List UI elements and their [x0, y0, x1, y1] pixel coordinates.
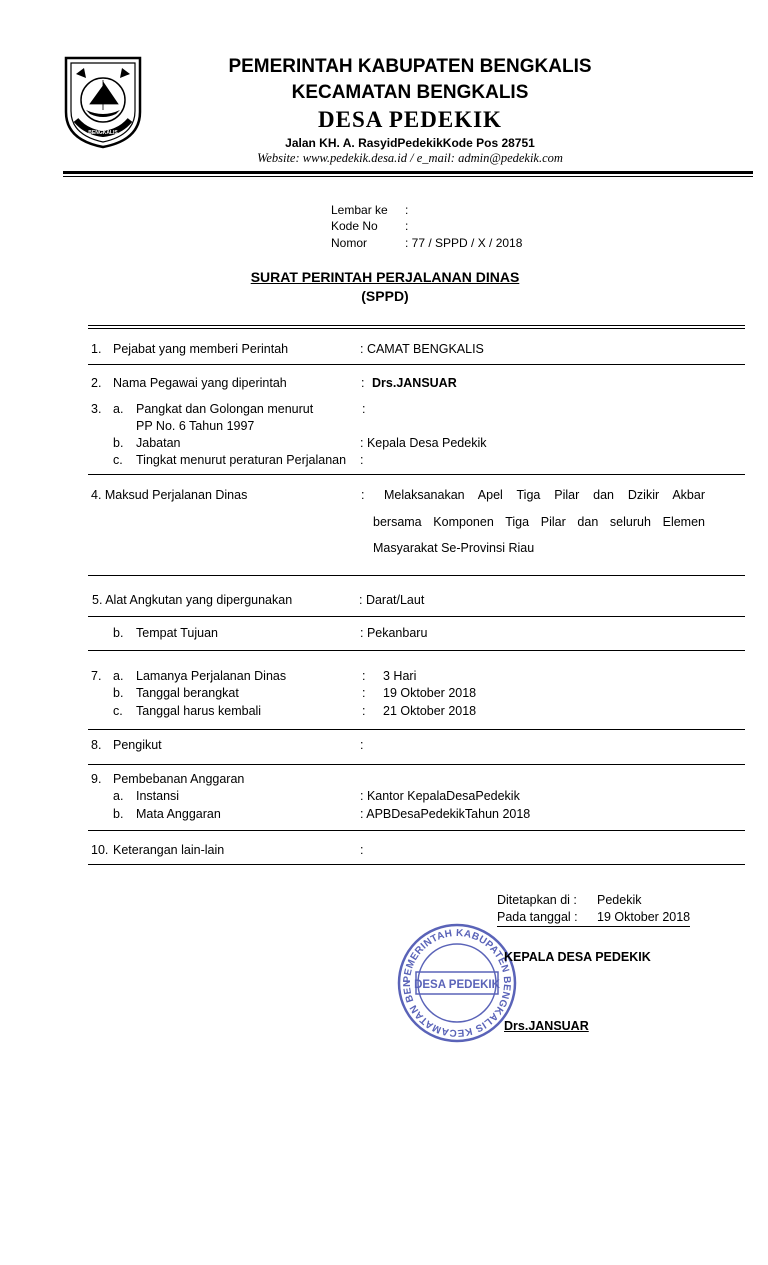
row4-value-line2: bersama Komponen Tiga Pilar dan seluruh Elemen: [373, 515, 705, 529]
row2-label: Nama Pegawai yang diperintah: [113, 376, 287, 390]
row6-letter: b.: [113, 626, 124, 640]
divider: [88, 729, 745, 730]
row3c-value: :: [360, 453, 364, 467]
row3c-label: Tingkat menurut peraturan Perjalanan: [136, 453, 347, 467]
signatory-position: KEPALA DESA PEDEKIK: [504, 950, 651, 964]
row7b-colon: :: [362, 686, 366, 700]
row9b-letter: b.: [113, 807, 124, 821]
row2-colon: :: [361, 376, 365, 390]
row9b-label: Mata Anggaran: [136, 807, 221, 821]
row10-value: :: [360, 843, 364, 857]
divider: [88, 575, 745, 576]
document-title: SURAT PERINTAH PERJALANAN DINAS: [250, 269, 520, 285]
divider: [88, 616, 745, 617]
row4-value-line3: Masyarakat Se-Provinsi Riau: [373, 541, 535, 555]
row3a-label-2: PP No. 6 Tahun 1997: [136, 419, 255, 433]
header-rule-thick: [63, 171, 753, 174]
table-top-rule: [88, 325, 745, 326]
row7-number: 7.: [91, 669, 102, 683]
row9b-value: : APBDesaPedekikTahun 2018: [360, 807, 531, 821]
document-subtitle: (SPPD): [361, 288, 409, 304]
tanggal-underline: [497, 926, 690, 927]
row3b-label: Jabatan: [136, 436, 181, 450]
header-address: Jalan KH. A. RasyidPedekikKode Pos 28751: [285, 136, 535, 150]
stamp-center-text: DESA PEDEKIK: [414, 979, 500, 991]
row9a-label: Instansi: [136, 789, 180, 803]
row7b-letter: b.: [113, 686, 124, 700]
divider: [88, 364, 745, 365]
divider: [88, 474, 745, 475]
row8-number: 8.: [91, 738, 102, 752]
row2-number: 2.: [91, 376, 102, 390]
lembar-label: Lembar ke: [331, 203, 388, 217]
row1-value: : CAMAT BENGKALIS: [360, 342, 484, 356]
header-website: Website: www.pedekik.desa.id / e_mail: admin@pedekik.com: [257, 151, 563, 165]
row1-label: Pejabat yang memberi Perintah: [113, 342, 289, 356]
row3a-label: Pangkat dan Golongan menurut: [136, 402, 314, 416]
row3a-value: :: [362, 402, 366, 416]
tanggal-label: Pada tanggal :: [497, 910, 578, 924]
divider: [88, 650, 745, 651]
row7a-colon: :: [362, 669, 366, 683]
logo-text: BENGKALIS: [88, 130, 118, 136]
row7b-label: Tanggal berangkat: [136, 686, 239, 700]
row7c-label: Tanggal harus kembali: [136, 704, 262, 718]
tanggal-value: 19 Oktober 2018: [597, 910, 691, 924]
header-rule-thin: [63, 176, 753, 177]
nomor-label: Nomor: [331, 236, 368, 250]
row9-number: 9.: [91, 772, 102, 786]
row7a-value: 3 Hari: [383, 669, 417, 683]
row7a-label: Lamanya Perjalanan Dinas: [136, 669, 287, 683]
row5-label: 5. Alat Angkutan yang dipergunakan: [92, 593, 293, 607]
signatory-name: Drs.JANSUAR: [504, 1019, 589, 1033]
lembar-colon: :: [405, 203, 409, 217]
row7c-value: 21 Oktober 2018: [383, 704, 477, 718]
row2-value: Drs.JANSUAR: [372, 376, 457, 390]
row6-value: : Pekanbaru: [360, 626, 428, 640]
row9-label: Pembebanan Anggaran: [113, 772, 245, 786]
header-village: DESA PEDEKIK: [318, 107, 502, 132]
nomor-value: : 77 / SPPD / X / 2018: [405, 236, 523, 250]
row3a-letter: a.: [113, 402, 124, 416]
row7c-letter: c.: [113, 704, 123, 718]
kode-label: Kode No: [331, 219, 378, 233]
row10-number: 10.: [91, 843, 109, 857]
row3b-letter: b.: [113, 436, 124, 450]
row3-number: 3.: [91, 402, 102, 416]
header-government: PEMERINTAH KABUPATEN BENGKALIS: [228, 56, 592, 77]
regency-logo: [62, 54, 144, 150]
row3b-value: : Kepala Desa Pedekik: [360, 436, 487, 450]
row4-value-line1: Melaksanakan Apel Tiga Pilar dan Dzikir Akbar: [384, 488, 705, 502]
divider: [88, 864, 745, 865]
row9a-value: : Kantor KepalaDesaPedekik: [360, 789, 520, 803]
official-stamp: [396, 922, 518, 1044]
stamp-outer-text: PEMERINTAH KABUPATEN BENGKALIS KECAMATAN BEN: [401, 927, 513, 1039]
row7b-value: 19 Oktober 2018: [383, 686, 477, 700]
row3c-letter: c.: [113, 453, 123, 467]
row4-label: 4. Maksud Perjalanan Dinas: [91, 488, 248, 502]
row7c-colon: :: [362, 704, 366, 718]
row8-value: :: [360, 738, 364, 752]
row4-colon: :: [361, 488, 365, 502]
row8-label: Pengikut: [113, 738, 162, 752]
row6-label: Tempat Tujuan: [136, 626, 218, 640]
kode-colon: :: [405, 219, 409, 233]
table-top-rule-2: [88, 328, 745, 329]
ditetapkan-label: Ditetapkan di :: [497, 893, 577, 907]
row9a-letter: a.: [113, 789, 124, 803]
divider: [88, 830, 745, 831]
row7a-letter: a.: [113, 669, 124, 683]
divider: [88, 764, 745, 765]
ditetapkan-value: Pedekik: [597, 893, 642, 907]
header-district: KECAMATAN BENGKALIS: [291, 82, 529, 103]
row1-number: 1.: [91, 342, 102, 356]
row10-label: Keterangan lain-lain: [113, 843, 225, 857]
row5-value: : Darat/Laut: [359, 593, 425, 607]
